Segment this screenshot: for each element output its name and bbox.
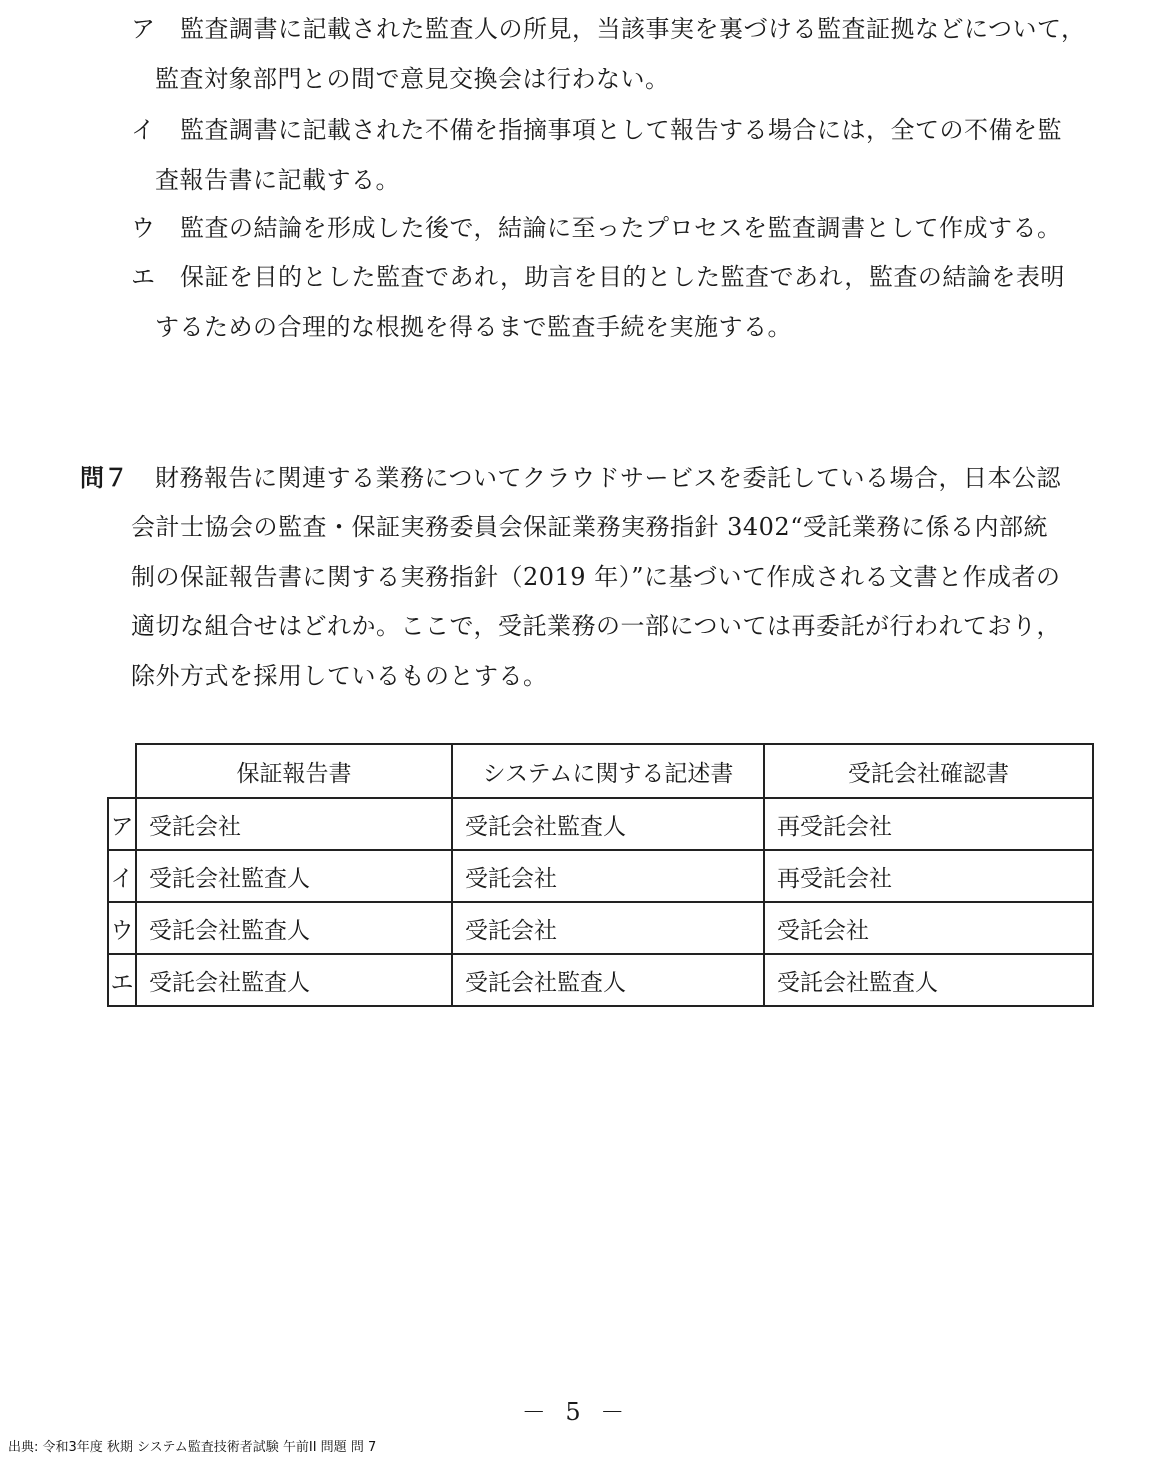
question-number: 問７ [80, 464, 128, 492]
table-header-cell: 保証報告書 [136, 744, 452, 798]
table-cell: 受託会社監査人 [136, 954, 452, 1006]
option-text-line: 保証を目的とした監査であれ，助言を目的とした監査であれ，監査の結論を表明 [180, 263, 1065, 291]
table-corner [108, 744, 136, 798]
table-cell: 受託会社 [452, 902, 764, 954]
table-cell: 受託会社監査人 [136, 902, 452, 954]
option-text-line: 監査調書に記載された監査人の所見，当該事実を裏づける監査証拠などについて， [180, 15, 1086, 43]
table-header-cell: システムに関する記述書 [452, 744, 764, 798]
table-header-row [108, 744, 1093, 798]
option-label: イ [131, 116, 155, 144]
source-caption: 出典: 令和3年度 秋期 システム監査技術者試験 午前II 問題 問 7 [8, 1440, 377, 1455]
row-label: イ [108, 850, 136, 902]
option-text-line: するための合理的な根拠を得るまで監査手続を実施する。 [155, 313, 792, 341]
option-text-line: 監査の結論を形成した後で，結論に至ったプロセスを監査調書として作成する。 [180, 214, 1062, 242]
table-row [108, 902, 1093, 954]
table-row [108, 954, 1093, 1006]
question-text-line: 会計士協会の監査・保証実務委員会保証業務実務指針 3402“受託業務に係る内部統 [131, 513, 1048, 541]
table-cell: 再受託会社 [764, 850, 1093, 902]
table-cell: 受託会社監査人 [452, 798, 764, 850]
table-cell: 受託会社監査人 [136, 850, 452, 902]
row-label: エ [108, 954, 136, 1006]
table-header-cell: 受託会社確認書 [764, 744, 1093, 798]
option-label: エ [131, 263, 155, 291]
table-cell: 受託会社 [764, 902, 1093, 954]
option-text-line: 監査調書に記載された不備を指摘事項として報告する場合には，全ての不備を監 [180, 116, 1062, 144]
question-text-line: 制の保証報告書に関する実務指針（2019 年）”に基づいて作成される文書と作成者の [131, 563, 1061, 591]
table-cell: 受託会社監査人 [764, 954, 1093, 1006]
table-cell: 受託会社 [452, 850, 764, 902]
table-cell: 受託会社 [136, 798, 452, 850]
question-text-line: 財務報告に関連する業務についてクラウドサービスを委託している場合，日本公認 [155, 464, 1062, 492]
page-number: － 5 － [521, 1398, 631, 1426]
option-label: ウ [131, 214, 155, 242]
table-cell: 再受託会社 [764, 798, 1093, 850]
option-text-line: 査報告書に記載する。 [155, 166, 400, 194]
table-row [108, 798, 1093, 850]
question-text-line: 適切な組合せはどれか。ここで，受託業務の一部については再委託が行われており， [131, 612, 1062, 640]
question-text-line: 除外方式を採用しているものとする。 [131, 662, 548, 690]
table-row [108, 850, 1093, 902]
option-text-line: 監査対象部門との間で意見交換会は行わない。 [155, 65, 670, 93]
option-label: ア [131, 15, 155, 43]
row-label: ア [108, 798, 136, 850]
answer-table [107, 743, 1094, 1007]
table-cell: 受託会社監査人 [452, 954, 764, 1006]
row-label: ウ [108, 902, 136, 954]
